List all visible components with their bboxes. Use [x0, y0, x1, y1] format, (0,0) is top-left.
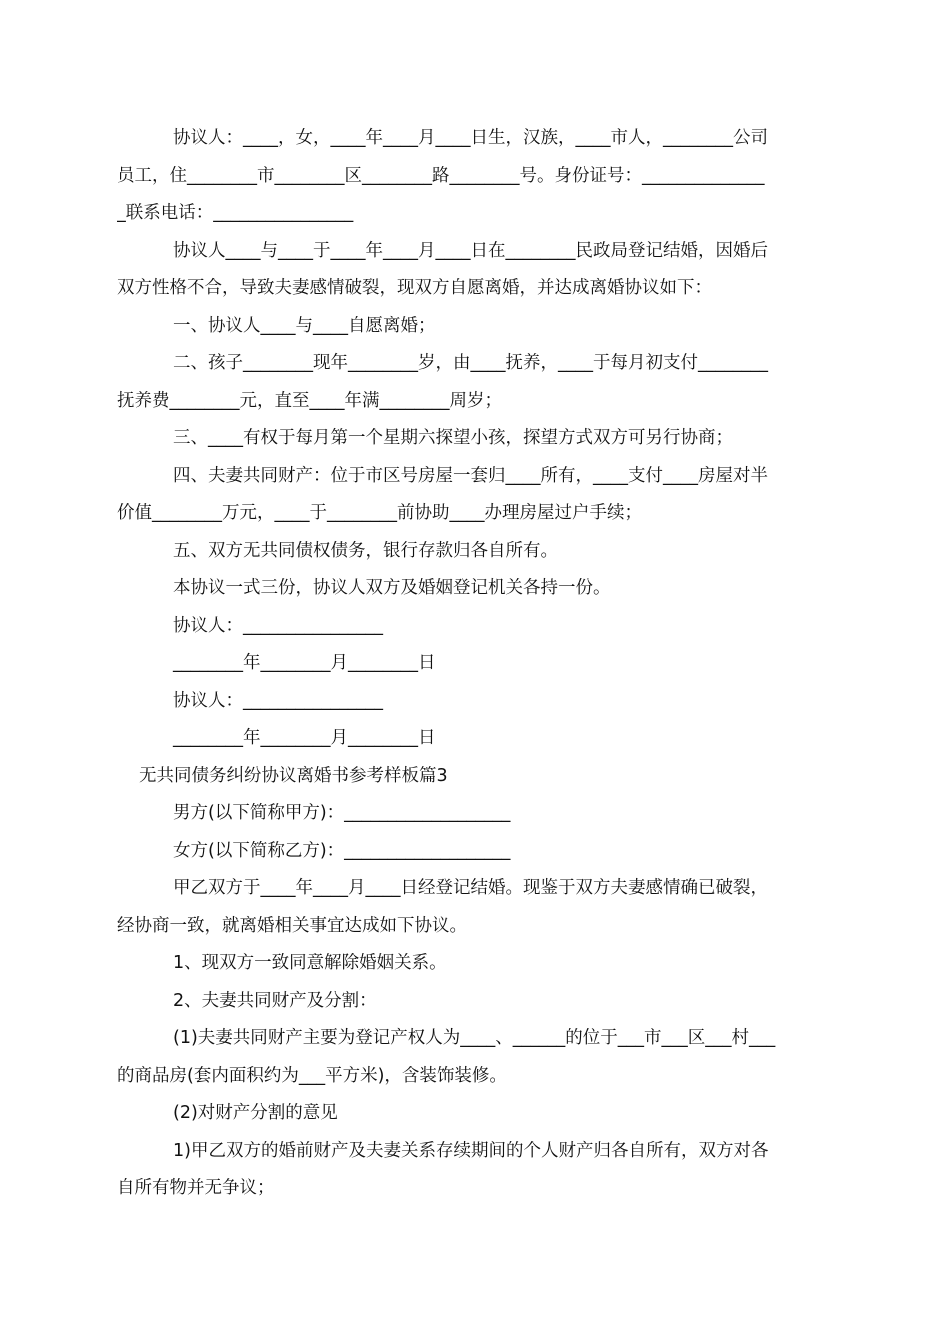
section-heading: 无共同债务纠纷协议离婚书参考样板篇3 — [139, 765, 448, 786]
date-line: ________年________月________日 — [173, 653, 436, 673]
text-line: 1、现双方一致同意解除婚姻关系。 — [173, 953, 447, 973]
document-body — [117, 120, 837, 1208]
text-line: 协议人____与____于____年____月____日在________民政局登记结婚，因婚后 — [173, 240, 768, 261]
text-line: 的商品房(套内面积约为___平方米)，含装饰装修。 — [117, 1065, 507, 1086]
text-line: 女方(以下简称乙方)：___________________ — [173, 840, 511, 861]
text-line: 三、____有权于每月第一个星期六探望小孩，探望方式双方可另行协商； — [173, 428, 733, 448]
date-line: ________年________月________日 — [173, 728, 436, 748]
text-line: 五、双方无共同债权债务，银行存款归各自所有。 — [173, 540, 558, 561]
text-line: 四、夫妻共同财产：位于市区号房屋一套归____所有，____支付____房屋对半 — [173, 465, 768, 486]
text-line: 员工，住________市________区________路________号。身份证号：______________ — [117, 165, 765, 186]
text-line: 协议人：____，女，____年____月____日生，汉族，____市人，________公司 — [173, 128, 768, 148]
text-line: 自所有物并无争议； — [117, 1178, 275, 1198]
text-line: 本协议一式三份，协议人双方及婚姻登记机关各持一份。 — [173, 578, 611, 598]
signature-line: 协议人：________________ — [173, 690, 383, 711]
text-line: _联系电话：________________ — [117, 203, 354, 223]
text-line: 1)甲乙双方的婚前财产及夫妻关系存续期间的个人财产归各自所有，双方对各 — [173, 1140, 769, 1161]
text-line: 甲乙双方于____年____月____日经登记结婚。现鉴于双方夫妻感情确已破裂， — [173, 878, 768, 898]
text-line: 二、孩子________现年________岁，由____抚养，____于每月初支付________ — [173, 353, 768, 373]
text-line: (1)夫妻共同财产主要为登记产权人为____、______的位于___市___区___村___ — [173, 1028, 776, 1048]
text-line: (2)对财产分割的意见 — [173, 1103, 338, 1123]
text-line: 抚养费________元，直至____年满________周岁； — [117, 390, 502, 411]
text-line: 一、协议人____与____自愿离婚； — [173, 315, 436, 336]
text-line: 双方性格不合，导致夫妻感情破裂，现双方自愿离婚，并达成离婚协议如下： — [117, 278, 712, 298]
signature-line: 协议人：________________ — [173, 615, 383, 636]
text-line: 价值________万元，____于________前协助____办理房屋过户手续； — [117, 503, 642, 523]
text-line: 经协商一致，就离婚相关事宜达成如下协议。 — [117, 915, 467, 936]
text-line: 2、夫妻共同财产及分割： — [173, 990, 377, 1011]
text-line: 男方(以下简称甲方)：___________________ — [173, 803, 511, 823]
